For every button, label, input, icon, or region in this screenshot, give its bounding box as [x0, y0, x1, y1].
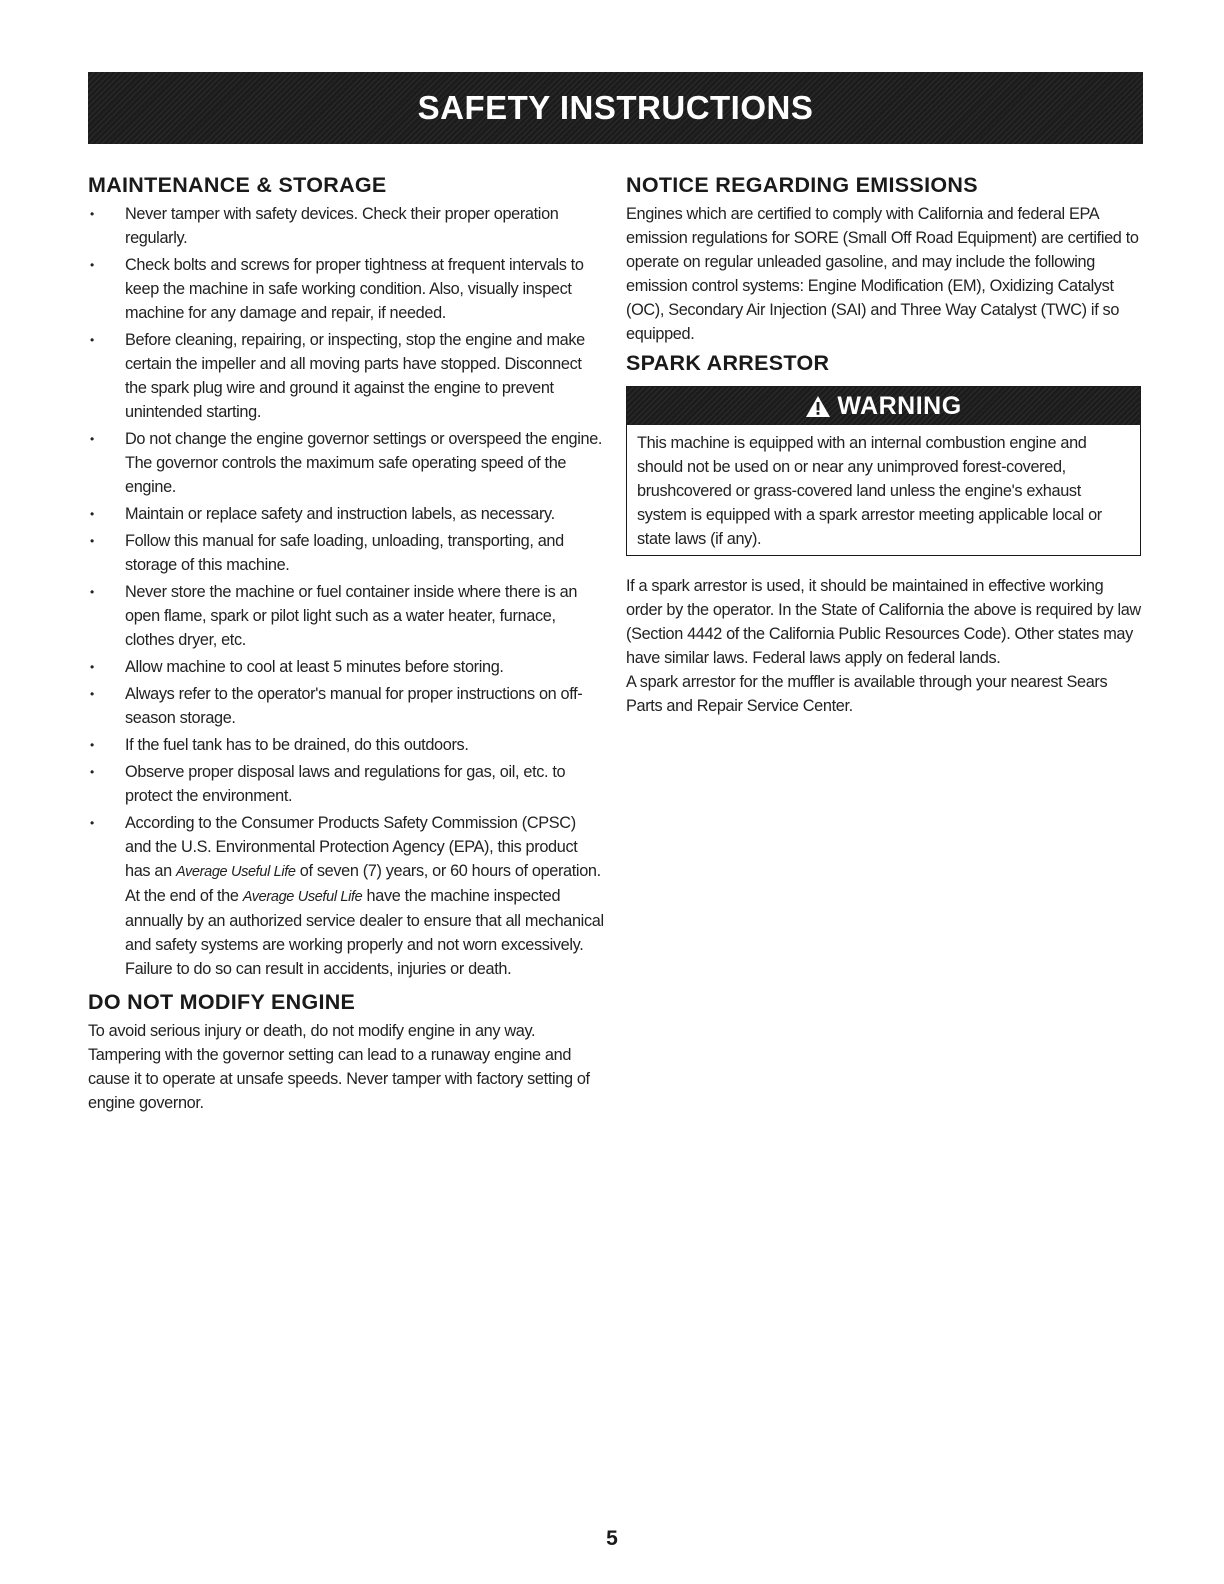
emissions-text: Engines which are certified to comply with California and federal EPA emission regulations for SORE (Small Off Road Equipment) are certified to operate on regular unleaded gasoline, and may include the following emission control systems: Engine Modification (EM), Oxidizing Catalyst (OC), Secondary Air Injection (SAI) and Three Way Catalyst (TWC) if so equipped. — [626, 205, 1139, 343]
bullet-icon: • — [90, 258, 94, 272]
average-useful-life-term: Average Useful Life — [242, 889, 363, 905]
warning-header — [627, 387, 1140, 425]
list-item: • Before cleaning, repairing, or inspecting, stop the engine and make certain the impeller and all moving parts have stopped. Disconnect the spark plug wire and ground it against the engine to prevent unintended starting. — [88, 328, 606, 424]
maintenance-heading: MAINTENANCE & STORAGE — [88, 173, 387, 197]
bullet-icon: • — [90, 765, 94, 779]
bullet-icon: • — [90, 687, 94, 701]
list-item: • Check bolts and screws for proper tightness at frequent intervals to keep the machine in safe working condition. Also, visually inspect machine for any damage and repair, if needed. — [88, 253, 606, 325]
warning-body — [627, 425, 1140, 555]
list-item-cpsc — [88, 811, 606, 981]
warning-title: WARNING — [837, 391, 962, 420]
maintenance-list — [88, 202, 606, 981]
spark-arrestor-availability: A spark arrestor for the muffler is available through your nearest Sears Parts and Repair Service Center. — [626, 673, 1108, 715]
list-item: • Observe proper disposal laws and regulations for gas, oil, etc. to protect the environment. — [88, 760, 606, 808]
warning-text: This machine is equipped with an internal combustion engine and should not be used on or near any unimproved forest-covered, brushcovered or grass-covered land unless the engine's exhaust system is equipped with a spark arrestor meeting applicable local or state laws (if any). — [637, 434, 1102, 548]
page-title: SAFETY INSTRUCTIONS — [417, 89, 814, 126]
list-item: • Allow machine to cool at least 5 minutes before storing. — [88, 655, 606, 679]
warning-triangle-icon — [805, 395, 831, 418]
spark-arrestor-paragraph: If a spark arrestor is used, it should be maintained in effective working order by the operator. In the State of California the above is required by law (Section 4442 of the California Public Resources Code). Other states may have similar laws. Federal laws apply on federal lands. — [626, 577, 1141, 667]
right-column — [626, 172, 1142, 718]
page-number: 5 — [606, 1527, 618, 1550]
do-not-modify-text: To avoid serious injury or death, do not modify engine in any way. Tampering with the governor setting can lead to a runaway engine and cause it to operate at unsafe speeds. Never tamper with factory setting of engine governor. — [88, 1022, 590, 1112]
bullet-icon: • — [90, 432, 94, 446]
list-item: • Never tamper with safety devices. Check their proper operation regularly. — [88, 202, 606, 250]
emissions-heading: NOTICE REGARDING EMISSIONS — [626, 173, 978, 197]
page-title-banner — [88, 72, 1143, 144]
do-not-modify-heading: DO NOT MODIFY ENGINE — [88, 990, 356, 1014]
bullet-icon: • — [90, 507, 94, 521]
list-item: • Never store the machine or fuel container inside where there is an open flame, spark or pilot light such as a water heater, furnace, clothes dryer, etc. — [88, 580, 606, 652]
bullet-icon: • — [90, 816, 94, 830]
cpsc-text: According to the Consumer Products Safety Commission (CPSC) and the U.S. Environmental Protection Agency (EPA), this product has an Average Useful Life of seven (7) years, or 60 hours of operation. At the end of the Average Useful Life have the machine inspected annually by an authorized service dealer to ensure that all mechanical and safety systems are working properly and not worn excessively. Failure to do so can result in accidents, injuries or death. — [125, 814, 604, 978]
list-item: • Maintain or replace safety and instruction labels, as necessary. — [88, 502, 606, 526]
bullet-icon: • — [90, 585, 94, 599]
bullet-icon: • — [90, 738, 94, 752]
list-item: • Follow this manual for safe loading, unloading, transporting, and storage of this machine. — [88, 529, 606, 577]
bullet-icon: • — [90, 207, 94, 221]
bullet-icon: • — [90, 534, 94, 548]
average-useful-life-term: Average Useful Life — [175, 864, 296, 880]
list-item: • Do not change the engine governor settings or overspeed the engine. The governor controls the maximum safe operating speed of the engine. — [88, 427, 606, 499]
bullet-icon: • — [90, 660, 94, 674]
bullet-icon: • — [90, 333, 94, 347]
list-item: • If the fuel tank has to be drained, do this outdoors. — [88, 733, 606, 757]
spark-arrestor-heading: SPARK ARRESTOR — [626, 351, 830, 375]
warning-box — [626, 386, 1141, 556]
left-column — [88, 172, 606, 1115]
list-item: • Always refer to the operator's manual for proper instructions on off-season storage. — [88, 682, 606, 730]
